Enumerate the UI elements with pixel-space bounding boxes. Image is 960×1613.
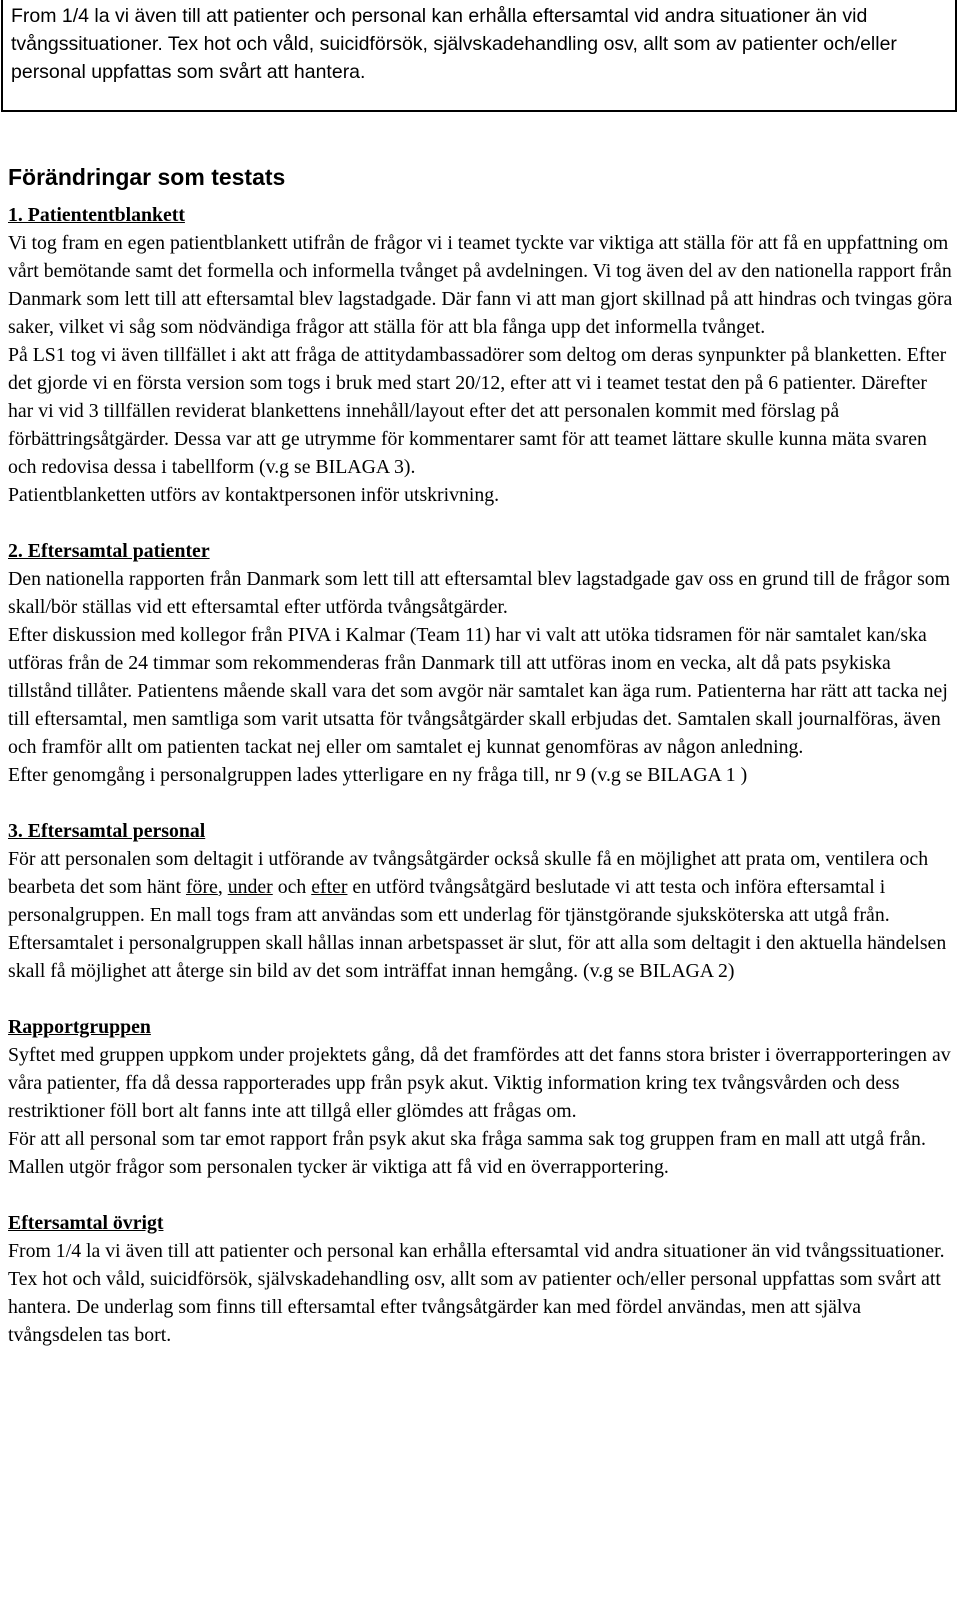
section-heading: Förändringar som testats (8, 164, 286, 190)
document-body (8, 201, 953, 1349)
section-eftersamtal-ovrigt (8, 1209, 953, 1349)
paragraph: På LS1 tog vi även tillfället i akt att fråga de attitydambassadörer som deltog om deras synpunkter på blanketten. Efter det gjorde vi en första version som togs i bruk med start 20/12, efter att vi i teamet testat den på 6 patienter. Därefter har vi vid 3 tillfällen reviderat blankettens innehåll/layout efter det att personalen kommit med förslag på förbättringsåtgärder. Dessa var att ge utrymme för kommentarer samt för att teamet lättare skulle kunna mäta svaren och redovisa dessa i tabellform (v.g se BILAGA 3). (8, 344, 947, 478)
box-paragraph: From 1/4 la vi även till att patienter och personal kan erhålla eftersamtal vid andra situationer än vid tvångssituationer. Tex hot och våld, suicidförsök, självskadehandling osv, allt som av patienter och/eller personal uppfattas som svårt att hantera. (11, 5, 897, 83)
text-run: För att personalen som deltagit i utförande av tvångsåtgärder också skulle få en möjlighet att prata om, ventilera och bearbeta det som hänt (8, 848, 929, 898)
underlined-word: före (185, 876, 218, 898)
paragraph: Den nationella rapporten från Danmark som lett till att eftersamtal blev lagstadgade gav oss en grund till de frågor som skall/bör ställas vid ett eftersamtal efter utförda tvångsåtgärder. (8, 568, 951, 618)
paragraph: Efter genomgång i personalgruppen lades ytterligare en ny fråga till, nr 9 (v.g se BILAGA 1 ) (8, 764, 748, 786)
text-run: och (272, 876, 312, 898)
paragraph: Patientblanketten utförs av kontaktpersonen inför utskrivning. (8, 484, 500, 506)
paragraph: För att all personal som tar emot rapport från psyk akut ska fråga samma sak tog gruppen fram en mall att utgå från. Mallen utgör frågor som personalen tycker är viktiga att få vid en överrapportering. (8, 1128, 926, 1178)
underlined-word: efter (311, 876, 348, 898)
underlined-word: under (227, 876, 273, 898)
paragraph: From 1/4 la vi även till att patienter och personal kan erhålla eftersamtal vid andra situationer än vid tvångssituationer. Tex hot och våld, suicidförsök, självskadehandling osv, allt som av patienter och/eller personal uppfattas som svårt att hantera. De underlag som finns till eftersamtal efter tvångsåtgärder kan med fördel användas, men att själva tvångsdelen tas bort. (8, 1240, 945, 1346)
paragraph: Efter diskussion med kollegor från PIVA i Kalmar (Team 11) har vi valt att utöka tidsramen för när samtalet kan/ska utföras från de 24 timmar som rekommenderas från Danmark till att utföras inom en vecka, alt då pats psykiska tillstånd tillåter. Patientens mående skall vara det som avgör när samtalet kan äga rum. Patienterna har rätt att tacka nej till eftersamtal, men samtliga som varit utsatta för tvångsåtgärder skall erbjudas det. Samtalen skall journalföras, även och framför allt om patienten tackat nej eller om samtalet ej kunnat genomföras av någon anledning. (8, 624, 948, 758)
text-run: en utförd tvångsåtgärd beslutade vi att testa och införa eftersamtal i personalgruppen. En mall togs fram att användas som ett underlag för tjänstgörande sjuksköterska att utgå från. Eftersamtalet i personalgruppen skall hållas innan arbetspasset är slut, för att alla som deltagit i den aktuella händelsen skall få möjlighet att återge sin bild av det som inträffat innan hemgång. (v.g se BILAGA 2) (8, 876, 947, 982)
section-title: Rapportgruppen (8, 1016, 151, 1038)
section-eftersamtal-personal (8, 817, 953, 985)
section-title: 1. Patiententblankett (8, 204, 185, 226)
paragraph: Vi tog fram en egen patientblankett utifrån de frågor vi i teamet tyckte var viktiga att ställa för att få en uppfattning om vårt bemötande samt det formella och informella tvånget på avdelningen. Vi tog även del av den nationella rapport från Danmark som lett till att eftersamtal blev lagstadgade. Där fann vi att man gjort skillnad på att hindras och tvingas göra saker, vilket vi såg som nödvändiga frågor att ställa för att bla fånga upp det informella tvånget. (8, 232, 953, 338)
section-rapportgruppen (8, 1013, 953, 1181)
text-run: , (217, 876, 228, 898)
paragraph (8, 845, 953, 985)
section-patientblankett (8, 201, 953, 509)
section-title: 2. Eftersamtal patienter (8, 540, 210, 562)
section-eftersamtal-patienter (8, 537, 953, 789)
bordered-text-box (1, 0, 957, 112)
section-title: 3. Eftersamtal personal (8, 820, 206, 842)
section-title: Eftersamtal övrigt (8, 1212, 164, 1234)
paragraph: Syftet med gruppen uppkom under projektets gång, då det framfördes att det fanns stora brister i överrapporteringen av våra patienter, ffa då dessa rapporterades upp från psyk akut. Viktig information kring tex tvångsvården och dess restriktioner föll bort alt fanns inte att tillgå eller glömdes att frågas om. (8, 1044, 951, 1122)
